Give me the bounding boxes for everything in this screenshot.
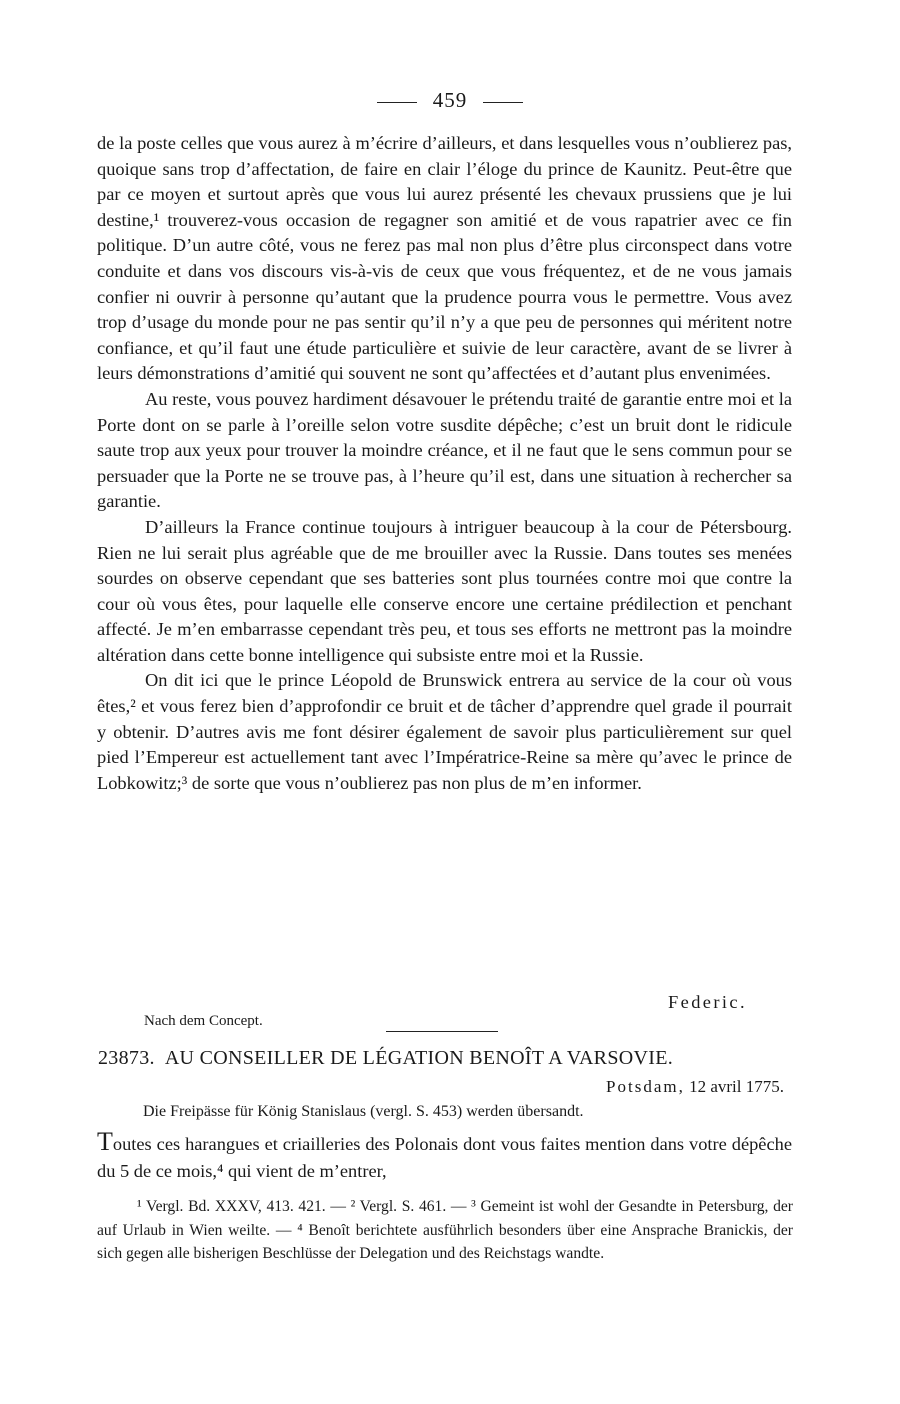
paragraph: de la poste celles que vous aurez à m’écrire d’ailleurs, et dans lesquelles vous n’oublierez pas, quoique sans trop d’affectation, de faire en clair l’éloge du prince de Kaunitz. Peut-être que par ce moyen et surtout après que vous lui aurez présenté les chevaux prussiens que je lui destine,¹ trouverez-vous occasion de regagner son amitié et de vous rapatrier avec ce fin politique. D’un autre côté, vous ne ferez pas mal non plus d’être plus circonspect dans votre conduite et dans vos discours vis-à-vis de ceux que vous fréquentez, et de ne vous jamais confier ni ouvrir à personne qu’autant que la prudence pourra vous le permettre. Vous avez trop d’usage du monde pour ne pas sentir qu’il n’y a que peu de personnes qui méritent notre confiance, et qu’il faut une étude particulière et suivie de leur caractère, avant de se livrer à leurs démonstrations d’amitié qui souvent ne sont qu’affectées et d’autant plus envenimées. bbox=[97, 133, 792, 384]
source-note: Nach dem Concept. bbox=[144, 1013, 263, 1029]
paragraph: Au reste, vous pouvez hardiment désavouer le prétendu traité de garantie entre moi et la Porte dont on se parle à l’oreille selon votre susdite dépêche; c’est un bruit dont le ridicule saute trop aux yeux pour trouver la moindre créance, et il ne faut que le sens commun pour se persuader que la Porte ne se trouve pas, à l’heure qu’il est, dans une situation à rechercher sa garantie. bbox=[97, 388, 792, 512]
dateline bbox=[400, 1077, 784, 1097]
page-number: 459 bbox=[432, 88, 468, 112]
letter-opening-text: outes ces harangues et criailleries des Polonais dont vous faites mention dans votre dépêche du 5 de ce mois,⁴ qui vient de m’entrer, bbox=[97, 1134, 792, 1181]
header-rule-left bbox=[377, 102, 417, 103]
header-rule-right bbox=[483, 102, 523, 103]
letter-number: 23873. bbox=[98, 1047, 155, 1069]
dateline-place: Potsdam, bbox=[606, 1077, 685, 1096]
dateline-date: 12 avril 1775. bbox=[689, 1077, 784, 1096]
drop-cap: T bbox=[97, 1127, 113, 1156]
footnote-text: ¹ Vergl. Bd. XXXV, 413. 421. — ² Vergl. S. 461. — ³ Gemeint ist wohl der Gesandte in Petersburg, der auf Urlaub in Wien weilte. — ⁴ Benoît berichtete ausführlich besonders über eine Ansprache Branickis, der sich gegen alle bisherigen Beschlüsse der Delegation und des Reichstags wandte. bbox=[97, 1198, 793, 1262]
footnotes bbox=[97, 1195, 793, 1266]
paragraph: On dit ici que le prince Léopold de Brunswick entrera au service de la cour où vous êtes,² et vous ferez bien d’approfondir ce bruit et de tâcher d’apprendre quel grade il pourrait y obtenir. D’autres avis me font désirer également de savoir plus particulièrement sur quel pied l’Empereur est actuellement tant avec l’Impératrice-Reine sa mère qu’avec le prince de Lobkowitz;³ de sorte que vous n’oublierez pas non plus de m’en informer. bbox=[97, 670, 792, 793]
letter-title: AU CONSEILLER DE LÉGATION BENOÎT A VARSOVIE. bbox=[164, 1047, 674, 1069]
letter-opening bbox=[97, 1127, 792, 1185]
signature: Federic. bbox=[668, 992, 747, 1012]
paragraph: D’ailleurs la France continue toujours à intriguer beaucoup à la cour de Pétersbourg. Rien ne lui serait plus agréable que de me brouiller avec la Russie. Dans toutes ses menées sourdes on observe cependant que ses batteries sont plus tournées contre moi que contre la cour où vous êtes, pour laquelle elle conserve encore une certaine prédilection et penchant affecté. Je m’en embarrasse cependant très peu, et tous ses efforts ne mettront pas la moindre altération dans cette bonne intelligence qui subsiste entre moi et la Russie. bbox=[97, 516, 792, 665]
letter-summary: Die Freipässe für König Stanislaus (vergl. S. 453) werden übersandt. bbox=[143, 1103, 584, 1120]
main-text bbox=[97, 131, 792, 796]
letter-heading bbox=[98, 1047, 798, 1070]
page-header bbox=[0, 88, 900, 113]
section-separator bbox=[386, 1031, 498, 1032]
